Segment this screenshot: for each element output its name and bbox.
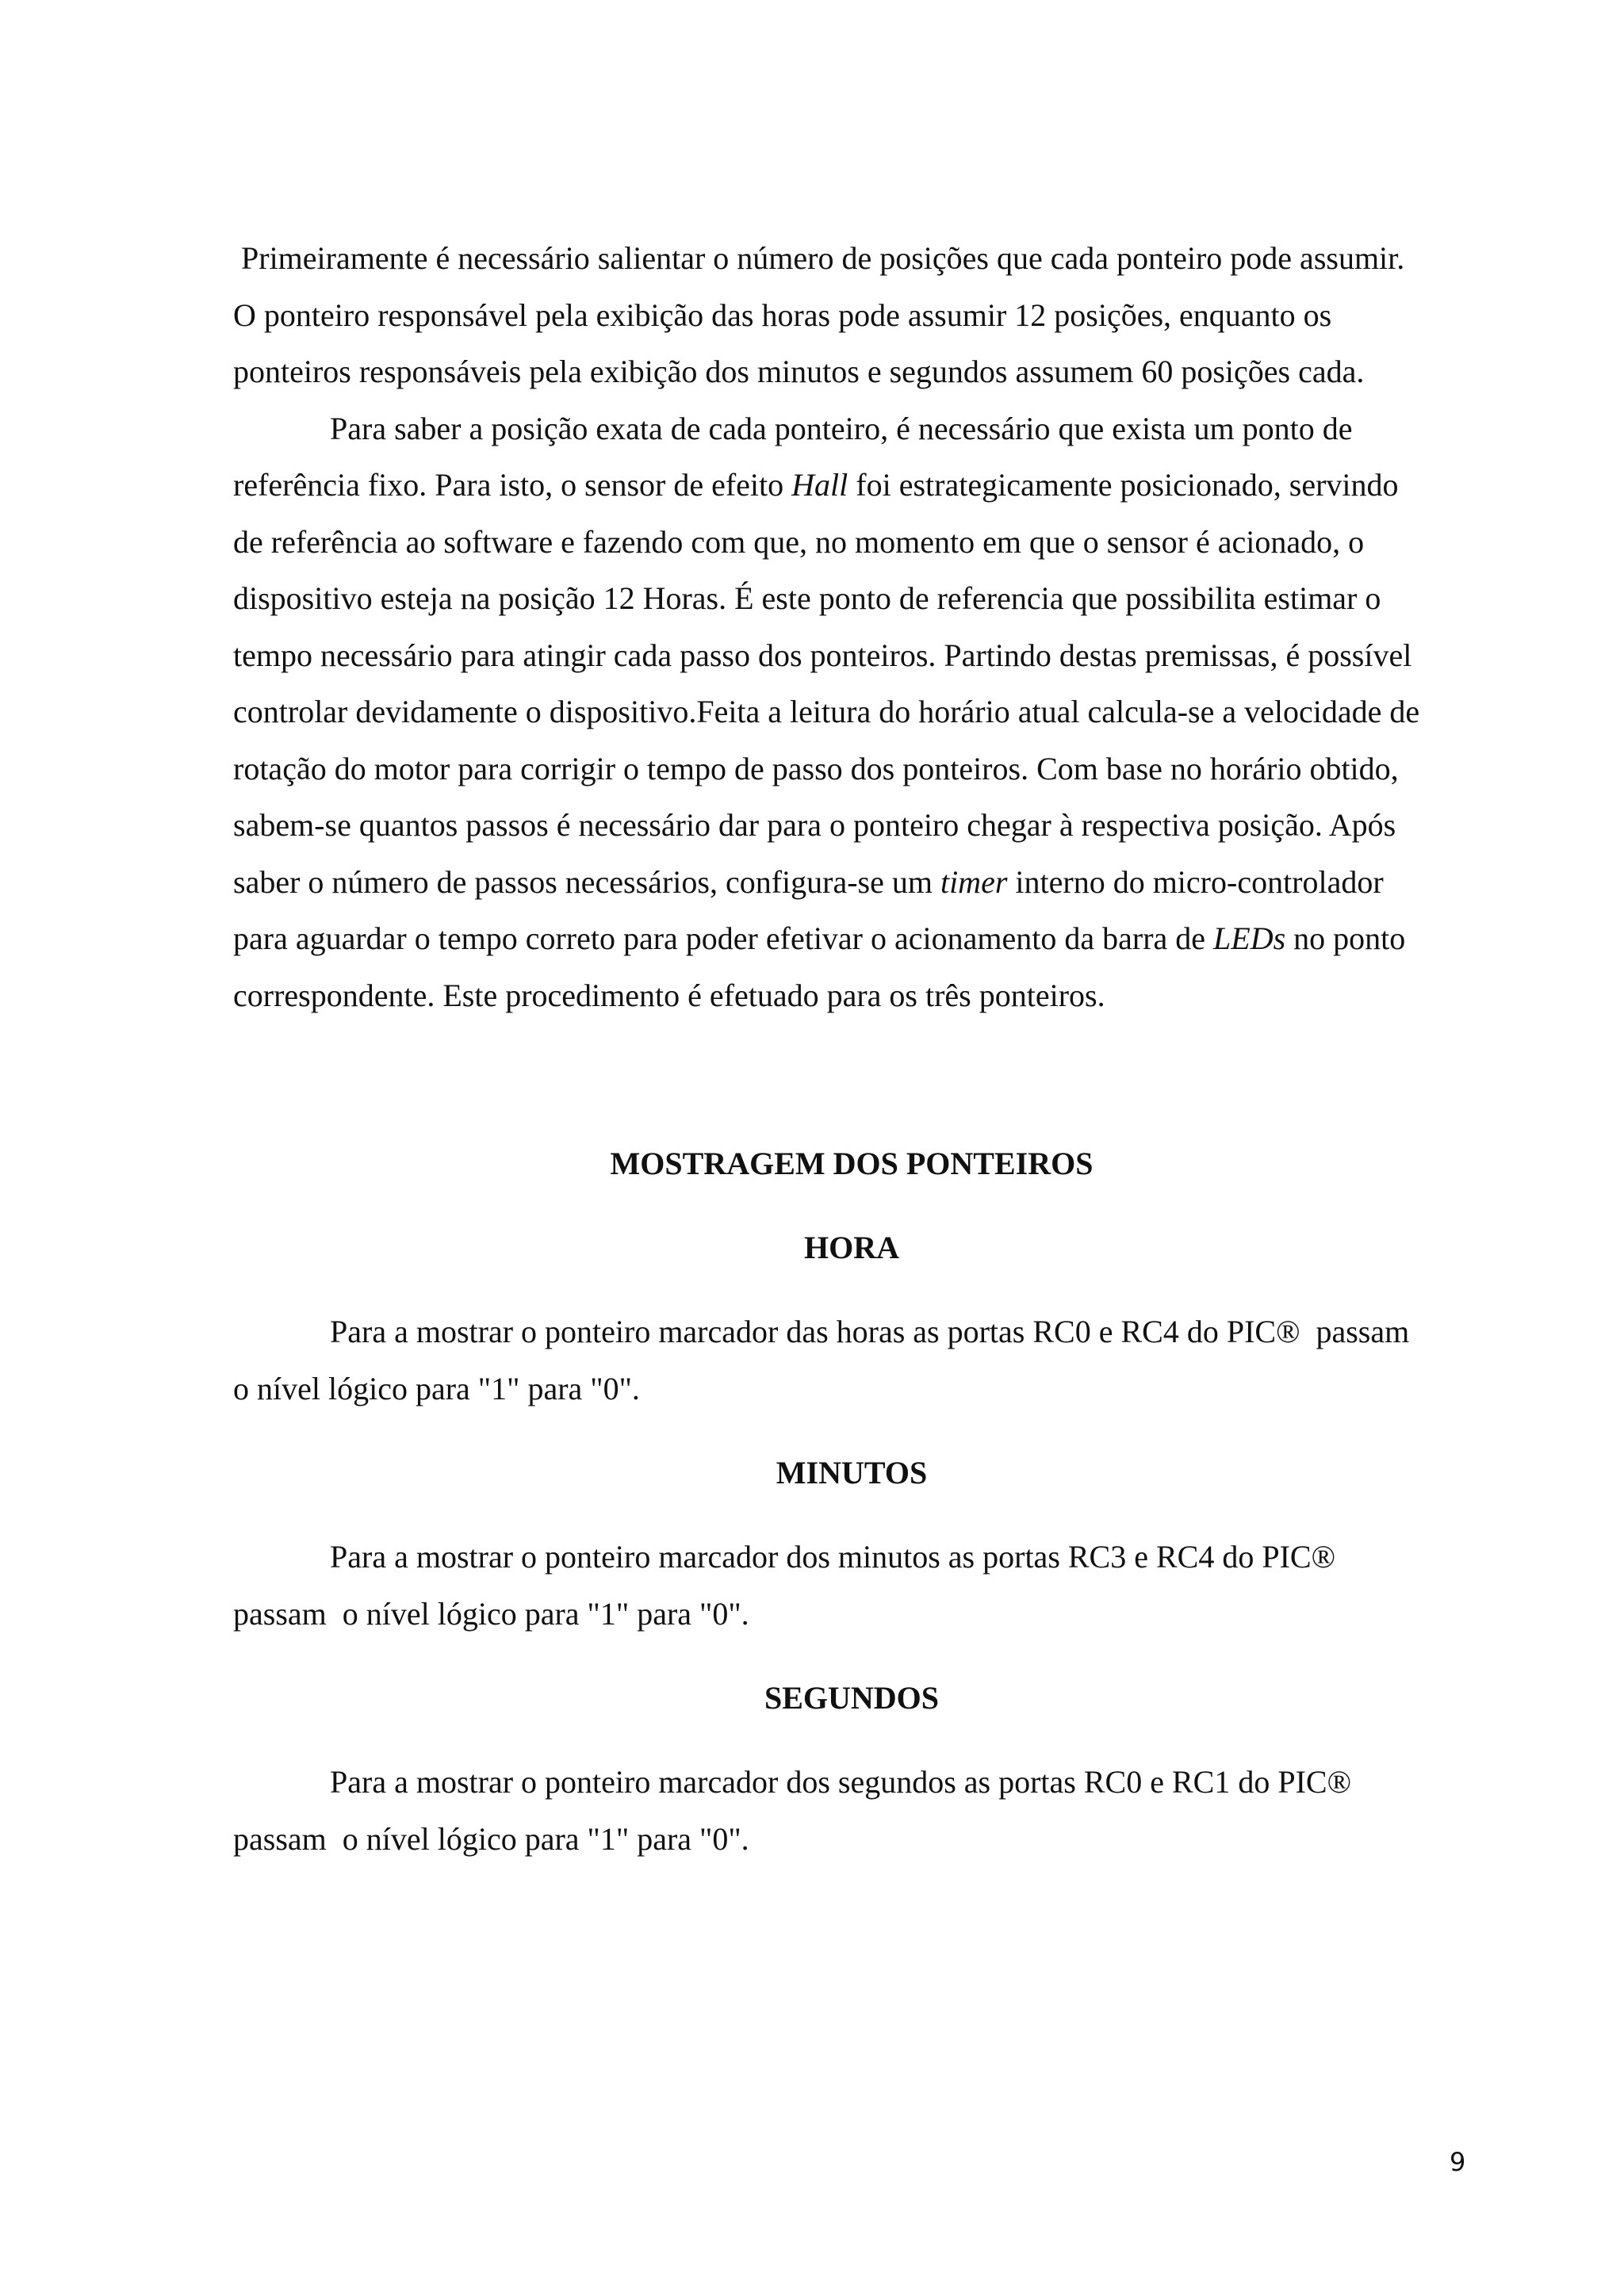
- hora-line-2: o nível lógico para "1" para "0".: [233, 1370, 640, 1406]
- segundos-line-2: passam o nível lógico para "1" para "0".: [233, 1820, 749, 1857]
- intro-line-2: O ponteiro responsável pela exibição das horas pode assumir 12 posições, enquanto os: [233, 297, 1332, 333]
- timer-term: timer: [940, 863, 1008, 900]
- segundos-paragraph: [233, 1754, 1470, 1867]
- leds-term: LEDs: [1213, 920, 1286, 956]
- page-number: 9: [1450, 2147, 1466, 2177]
- reference-line-9: [233, 854, 1470, 911]
- reference-line-6: controlar devidamente o dispositivo.Feita a leitura do horário atual calcula-se a velocidade de: [233, 694, 1420, 729]
- reference-line-2-post: foi estrategicamente posicionado, servindo: [848, 467, 1399, 503]
- reference-line-9-pre: saber o número de passos necessários, configura-se um: [233, 863, 940, 900]
- reference-line-5: tempo necessário para atingir cada passo dos ponteiros. Partindo destas premissas, é possível: [233, 637, 1412, 673]
- reference-line-7: rotação do motor para corrigir o tempo de passo dos ponteiros. Com base no horário obtido,: [233, 750, 1399, 786]
- hall-term: Hall: [791, 467, 848, 503]
- hora-heading: HORA: [804, 1230, 899, 1265]
- intro-line-1: Primeiramente é necessário salientar o número de posições que cada ponteiro pode assumir.: [233, 240, 1405, 276]
- reference-paragraph: [233, 400, 1470, 1024]
- reference-line-10-post: no ponto: [1285, 920, 1406, 956]
- segundos-heading: SEGUNDOS: [764, 1680, 940, 1716]
- page-content: [233, 230, 1470, 1867]
- section-title: MOSTRAGEM DOS PONTEIROS: [610, 1146, 1094, 1181]
- minutos-line-1: Para a mostrar o ponteiro marcador dos minutos as portas RC3 e RC4 do PIC®: [330, 1539, 1335, 1575]
- intro-line-3: ponteiros responsáveis pela exibição dos minutos e segundos assumem 60 posições cada.: [233, 354, 1365, 389]
- hora-paragraph: [233, 1303, 1470, 1417]
- hora-line-1: Para a mostrar o ponteiro marcador das horas as portas RC0 e RC4 do PIC® passam: [330, 1314, 1410, 1349]
- minutos-line-2: passam o nível lógico para "1" para "0".: [233, 1595, 749, 1632]
- reference-line-11: correspondente. Este procedimento é efetuado para os três ponteiros.: [233, 977, 1105, 1013]
- reference-line-4: dispositivo esteja na posição 12 Horas. É este ponto de referencia que possibilita estimar o: [233, 580, 1381, 616]
- reference-line-2-pre: referência fixo. Para isto, o sensor de efeito: [233, 467, 792, 503]
- reference-line-8: sabem-se quantos passos é necessário dar para o ponteiro chegar à respectiva posição. Após: [233, 807, 1396, 843]
- minutos-paragraph: [233, 1529, 1470, 1642]
- intro-paragraph: [233, 230, 1470, 400]
- minutos-heading: MINUTOS: [776, 1455, 928, 1490]
- reference-line-2: [233, 457, 1470, 514]
- reference-line-10: [233, 910, 1470, 967]
- reference-line-3: de referência ao software e fazendo com que, no momento em que o sensor é acionado, o: [233, 523, 1365, 560]
- segundos-line-1: Para a mostrar o ponteiro marcador dos segundos as portas RC0 e RC1 do PIC®: [330, 1764, 1351, 1800]
- reference-line-9-post: interno do micro-controlador: [1007, 863, 1384, 900]
- reference-line-1: Para saber a posição exata de cada ponteiro, é necessário que exista um ponto de: [330, 410, 1353, 446]
- reference-line-10-pre: para aguardar o tempo correto para poder efetivar o acionamento da barra de: [233, 920, 1214, 956]
